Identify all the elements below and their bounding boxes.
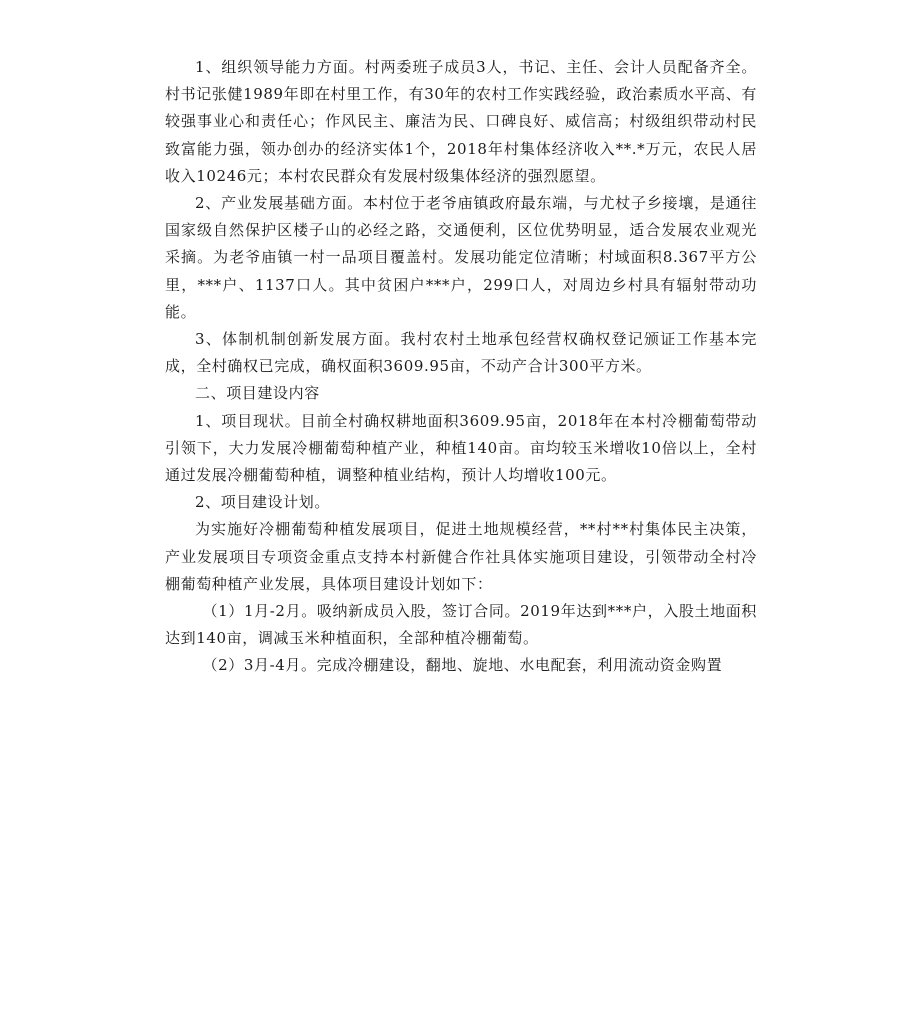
paragraph-organization-leadership: 1、组织领导能力方面。村两委班子成员3人，书记、主任、会计人员配备齐全。村书记张健1989年即在村里工作，有30年的农村工作实践经验，政治素质水平高、有较强事业心和责任心；作风民主、廉洁为民、口碑良好、威信高；村级组织带动村民致富能力强，领办创办的经济实体1个，2018年村集体经济收入**.*万元，农民人居收入10246元；本村农民群众有发展村级集体经济的强烈愿望。 <box>165 58 757 185</box>
document-page <box>165 54 757 680</box>
paragraph-plan-step-1: （1）1月-2月。吸纳新成员入股，签订合同。2019年达到***户，入股土地面积达到140亩，调减玉米种植面积，全部种植冷棚葡萄。 <box>165 602 757 648</box>
paragraph-project-plan-heading: 2、项目建设计划。 <box>195 493 330 512</box>
paragraph-industry-foundation: 2、产业发展基础方面。本村位于老爷庙镇政府最东端，与尤杖子乡接壤，是通往国家级自然保护区楼子山的必经之路，交通便利，区位优势明显，适合发展农业观光采摘。为老爷庙镇一村一品项目覆盖村。发展功能定位清晰；村域面积8.367平方公里，***户、1137口人。其中贫困户***户，299口人，对周边乡村具有辐射带动功能。 <box>165 194 757 321</box>
paragraph-institutional-innovation: 3、体制机制创新发展方面。我村农村土地承包经营权确权登记颁证工作基本完成，全村确权已完成，确权面积3609.95亩，不动产合计300平方米。 <box>165 330 757 376</box>
paragraph-plan-step-2: （2）3月-4月。完成冷棚建设，翻地、旋地、水电配套，利用流动资金购置 <box>202 656 723 675</box>
section-heading-project-content: 二、项目建设内容 <box>195 384 320 403</box>
paragraph-project-plan-body: 为实施好冷棚葡萄种植发展项目，促进土地规模经营，**村**村集体民主决策，产业发展项目专项资金重点支持本村新健合作社具体实施项目建设，引领带动全村冷棚葡萄种植产业发展，具体项目建设计划如下： <box>165 520 757 593</box>
paragraph-project-status: 1、项目现状。目前全村确权耕地面积3609.95亩，2018年在本村冷棚葡萄带动引领下，大力发展冷棚葡萄种植产业，种植140亩。亩均较玉米增收10倍以上，全村通过发展冷棚葡萄种植，调整种植业结构，预计人均增收100元。 <box>165 411 757 485</box>
